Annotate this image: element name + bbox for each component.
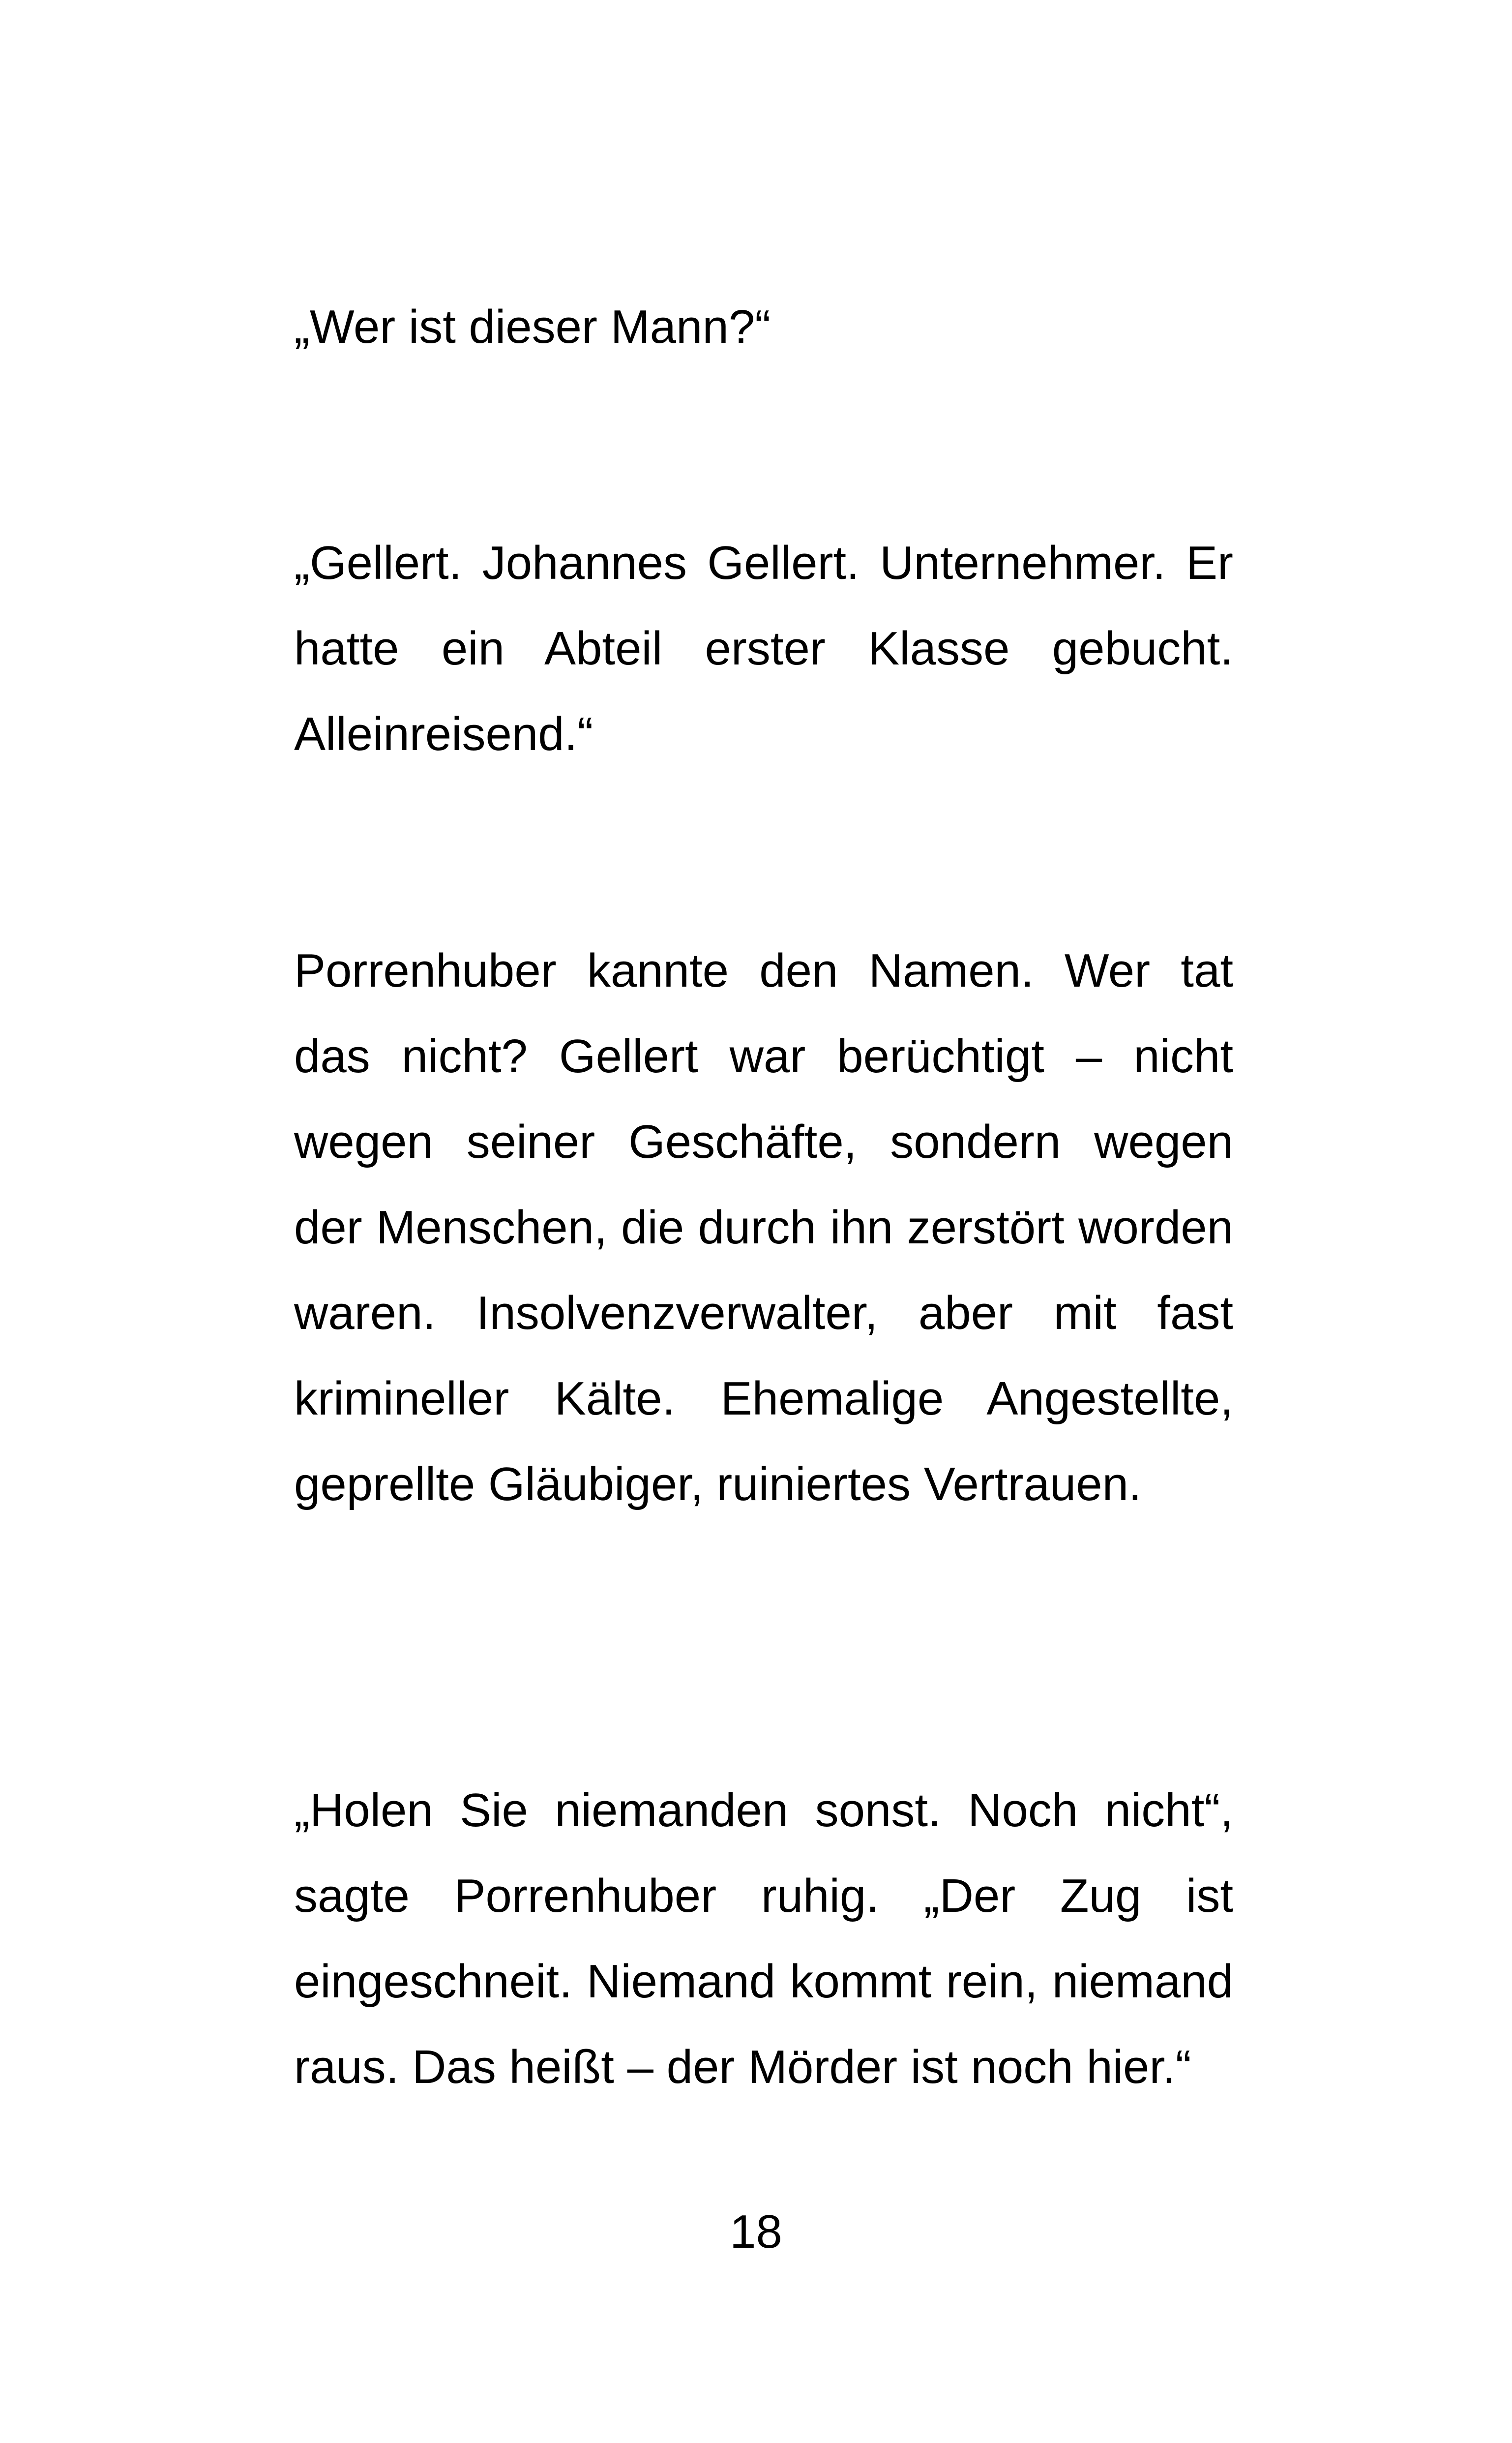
paragraph-porrenhuber-reflection: Porrenhuber kannte den Namen. Wer tat das nicht? Gellert war berüchtigt – nicht wegen seiner Geschäfte, sondern wegen der Menschen, die durch ihn zerstört worden waren. Insolvenzverwalter, aber mit fast krimineller Kälte. Ehemalige Angestellte, geprellte Gläubiger, ruiniertes Vertrauen. <box>294 944 1233 1510</box>
page-number: 18 <box>730 2205 782 2258</box>
paragraph-gellert-intro: „Gellert. Johannes Gellert. Unternehmer. Er hatte ein Abteil erster Klasse gebucht. Alleinreisend.“ <box>294 537 1233 760</box>
paragraph-question: „Wer ist dieser Mann?“ <box>294 301 771 353</box>
paragraph-porrenhuber-order: „Holen Sie niemanden sonst. Noch nicht“, sagte Porrenhuber ruhig. „Der Zug ist eingeschneit. Niemand kommt rein, niemand raus. Das heißt – der Mörder ist noch hier.“ <box>294 1784 1233 2093</box>
